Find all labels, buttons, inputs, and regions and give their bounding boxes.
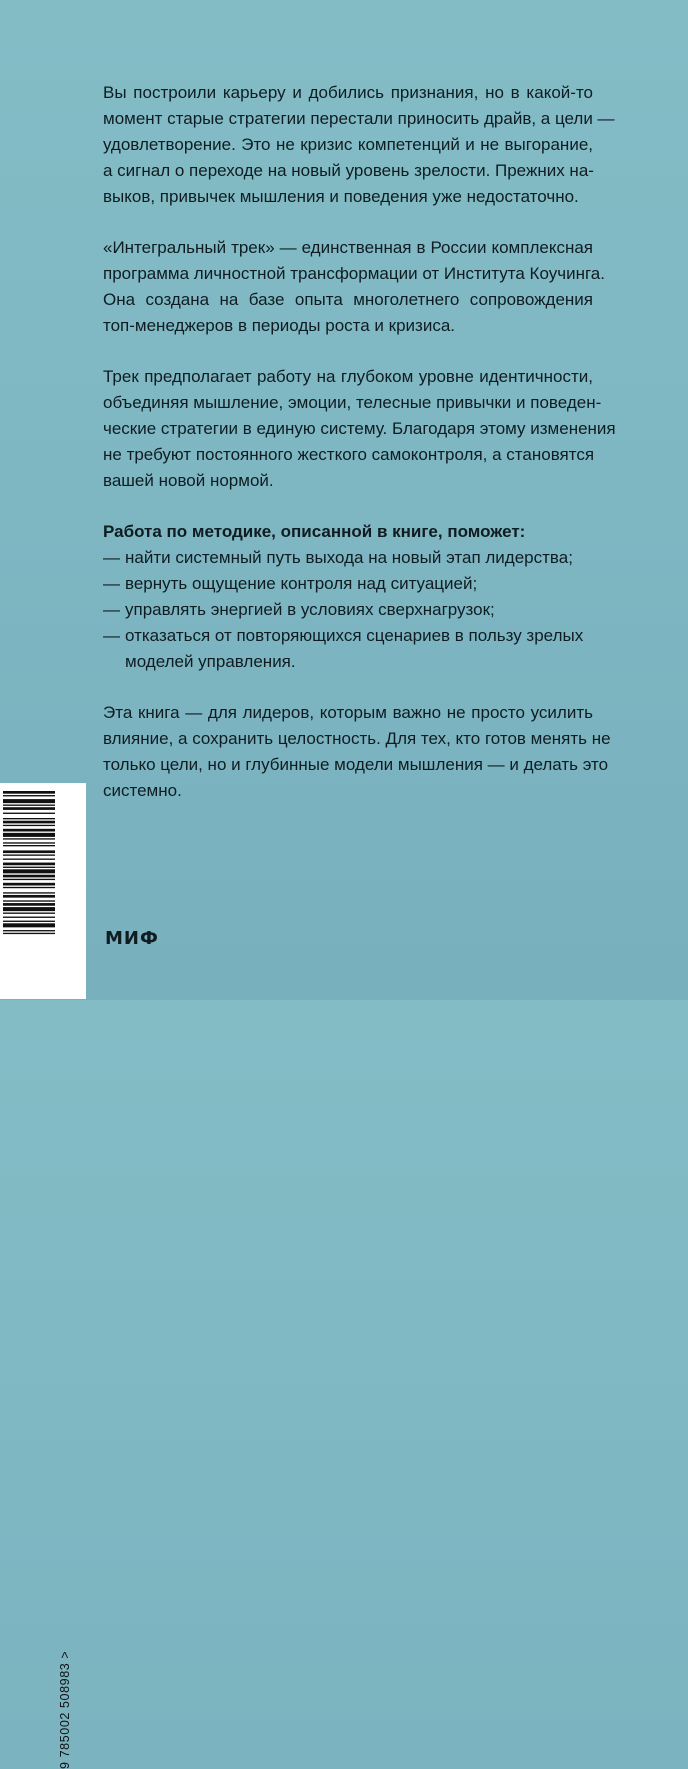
list-item-text: моделей управления. (125, 652, 296, 671)
barcode-bar (3, 892, 55, 893)
text-line: ческие стратегии в единую систему. Благодаря этому изменения (103, 419, 616, 438)
paragraph-3 (103, 364, 616, 494)
barcode-bar (3, 791, 55, 794)
barcode-bar (3, 913, 55, 914)
list-item (103, 623, 593, 675)
list-dash: — (103, 600, 120, 619)
list-item-text: найти системный путь выхода на новый этап лидерства; (125, 548, 573, 567)
barcode-bar (3, 859, 55, 860)
publisher-logo: МИФ (105, 928, 159, 949)
list-item (103, 571, 593, 597)
text-line: Она создана на базе опыта многолетнего сопровождения (103, 290, 593, 309)
benefits-list (103, 545, 593, 675)
text-line: «Интегральный трек» — единственная в России комплексная (103, 238, 593, 257)
text-line: системно. (103, 781, 182, 800)
barcode-bar (3, 887, 55, 888)
text-line: объединяя мышление, эмоции, телесные привычки и поведен- (103, 393, 602, 412)
list-item (103, 597, 593, 623)
barcode-bar (3, 903, 55, 906)
text-line: Трек предполагает работу на глубоком уровне идентичности, (103, 367, 593, 386)
barcode-bar (3, 869, 55, 873)
barcode-bar (3, 807, 55, 810)
closing-paragraph (103, 700, 611, 804)
barcode-bar (3, 933, 55, 934)
barcode-bar (3, 825, 55, 826)
barcode-bar (3, 917, 55, 918)
text-line: Вы построили карьеру и добились признания, но в какой-то (103, 83, 593, 102)
list-item-text: управлять энергией в условиях сверхнагрузок; (125, 600, 495, 619)
barcode-bar (3, 930, 55, 931)
text-line: влияние, а сохранить целостность. Для тех, кто готов менять не (103, 729, 611, 748)
list-item-text: отказаться от повторяющихся сценариев в пользу зрелых (125, 626, 584, 645)
list-dash: — (103, 574, 120, 593)
barcode-bar (3, 799, 55, 803)
list-item (103, 545, 593, 571)
text-line: Эта книга — для лидеров, которым важно не просто усилить (103, 703, 593, 722)
barcode-bar (3, 907, 55, 911)
barcode-bars (0, 783, 86, 999)
barcode-bar (3, 842, 55, 843)
barcode-bar (3, 850, 55, 853)
text-line: выков, привычек мышления и поведения уже недостаточно. (103, 187, 579, 206)
barcode-bar (3, 921, 55, 922)
isbn-barcode (0, 783, 86, 1769)
barcode-bar (3, 854, 55, 855)
list-dash: — (103, 626, 120, 645)
barcode-bar (3, 805, 55, 806)
barcode-bar (3, 821, 55, 824)
barcode-bar (3, 875, 55, 878)
barcode-bar (3, 863, 55, 866)
isbn-number: 9 785002 508983 > (58, 1650, 72, 1769)
barcode-bar (3, 795, 55, 796)
text-line: программа личностной трансформации от Института Коучинга. (103, 264, 605, 283)
text-line: момент старые стратегии перестали приносить драйв, а цели — (103, 109, 615, 128)
barcode-bar (3, 883, 55, 886)
barcode-bar (3, 879, 55, 880)
text-line: а сигнал о переходе на новый уровень зрелости. Прежних на- (103, 161, 594, 180)
barcode-bar (3, 895, 55, 898)
back-cover-text (103, 80, 616, 829)
barcode-bar (3, 813, 55, 814)
list-dash: — (103, 548, 120, 567)
list-item-text: вернуть ощущение контроля над ситуацией; (125, 574, 478, 593)
barcode-bar (3, 833, 55, 837)
barcode-bar (3, 845, 55, 846)
paragraph-1 (103, 80, 615, 210)
barcode-bar (3, 829, 55, 832)
text-line: только цели, но и глубинные модели мышления — и делать это (103, 755, 609, 774)
list-heading: Работа по методике, описанной в книге, поможет: (103, 522, 526, 541)
barcode-bar (3, 818, 55, 819)
paragraph-2 (103, 235, 605, 339)
barcode-bar (3, 923, 55, 927)
barcode-bar (3, 900, 55, 901)
text-line: топ-менеджеров в периоды роста и кризиса. (103, 316, 456, 335)
text-line: не требуют постоянного жесткого самоконтроля, а становятся (103, 445, 595, 464)
barcode-bar (3, 867, 55, 868)
text-line: удовлетворение. Это не кризис компетенций и не выгорание, (103, 135, 593, 154)
text-line: вашей новой нормой. (103, 471, 274, 490)
barcode-bar (3, 838, 55, 839)
